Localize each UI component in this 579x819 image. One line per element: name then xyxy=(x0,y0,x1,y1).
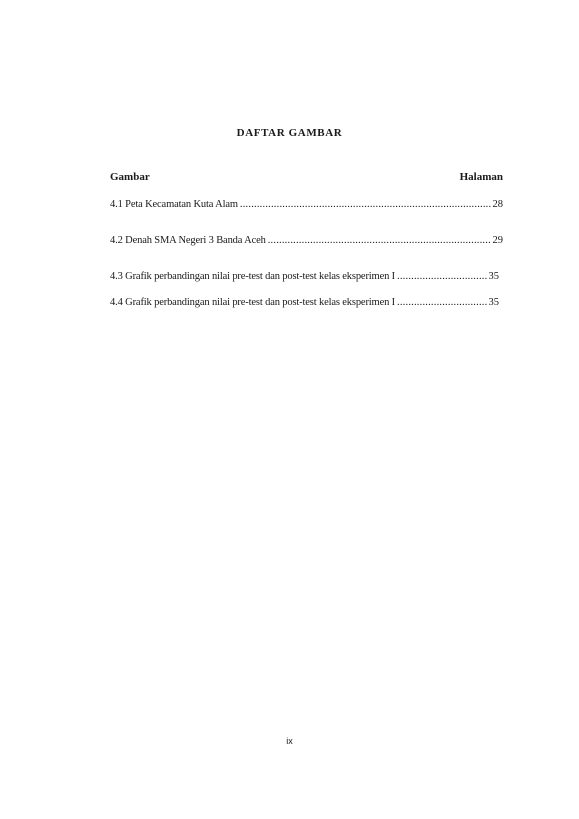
figure-entry-label: 4.2 Denah SMA Negeri 3 Banda Aceh xyxy=(110,235,266,246)
figure-entry-page: 35 xyxy=(488,271,499,282)
dot-leader xyxy=(240,199,491,210)
dot-leader xyxy=(397,297,486,308)
dot-leader xyxy=(397,271,486,282)
column-header-row xyxy=(110,171,503,183)
figure-entry-4-3[interactable] xyxy=(110,271,499,282)
column-header-halaman: Halaman xyxy=(459,171,503,183)
figure-entry-label: 4.3 Grafik perbandingan nilai pre-test dan post-test kelas eksperimen I xyxy=(110,271,396,282)
figure-entry-page: 35 xyxy=(488,297,499,308)
figure-entry-4-1[interactable] xyxy=(110,199,503,210)
column-header-gambar: Gambar xyxy=(110,171,150,183)
dot-leader xyxy=(268,235,491,246)
figure-entry-4-4[interactable] xyxy=(110,297,499,308)
figure-entry-page: 28 xyxy=(492,199,503,210)
figure-entry-label: 4.4 Grafik perbandingan nilai pre-test dan post-test kelas eksperimen I xyxy=(110,297,396,308)
figure-entry-4-2[interactable] xyxy=(110,235,503,246)
page-number: ix xyxy=(286,736,293,746)
page-title: DAFTAR GAMBAR xyxy=(236,127,343,139)
figure-entry-page: 29 xyxy=(492,235,503,246)
figure-entry-label: 4.1 Peta Kecamatan Kuta Alam xyxy=(110,199,238,210)
